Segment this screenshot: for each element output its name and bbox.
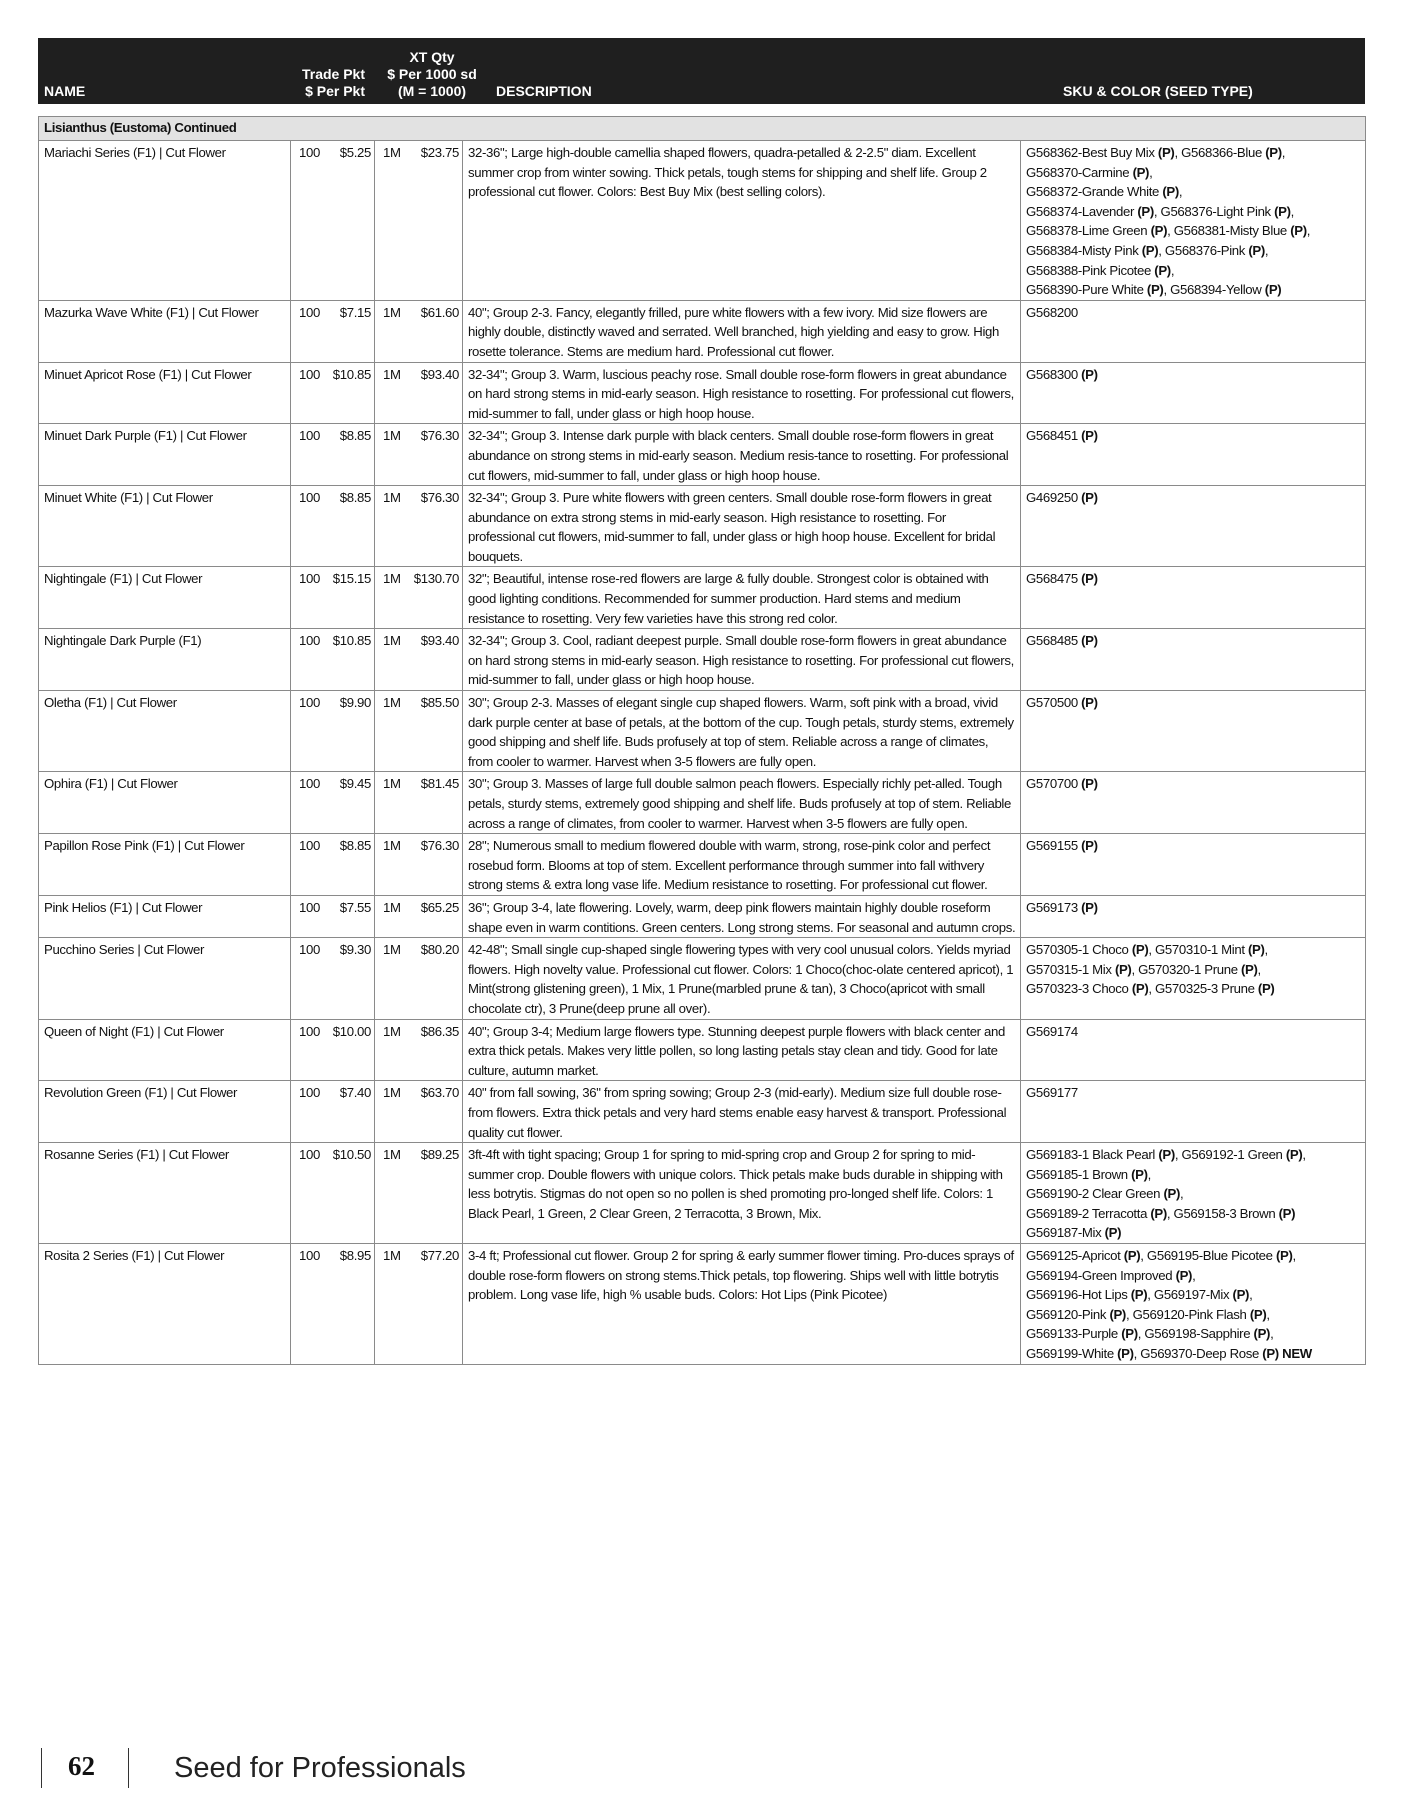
product-name: Nightingale (F1) | Cut Flower — [39, 567, 291, 629]
sku-line: G568390-Pure White (P), G568394-Yellow (P) — [1026, 282, 1282, 298]
trade-qty: 100 — [291, 772, 323, 834]
sku-line: G569133-Purple (P), G569198-Sapphire (P), — [1026, 1326, 1274, 1342]
trade-price: $7.55 — [323, 895, 375, 937]
product-name: Nightingale Dark Purple (F1) — [39, 629, 291, 691]
xt-price: $86.35 — [405, 1019, 463, 1081]
catalog-page — [38, 38, 1365, 1365]
xt-qty: 1M — [375, 772, 405, 834]
xt-qty: 1M — [375, 141, 405, 301]
xt-price: $85.50 — [405, 691, 463, 772]
sku-color — [1021, 938, 1366, 1019]
trade-qty: 100 — [291, 567, 323, 629]
sku-color — [1021, 1244, 1366, 1365]
sku-color — [1021, 567, 1366, 629]
trade-qty: 100 — [291, 300, 323, 362]
description: 40"; Group 3-4; Medium large flowers type. Stunning deepest purple flowers with black center and extra thick petals. Makes very little pollen, so long lasting petals stay clean and tidy. Good for late culture, autumn market. — [463, 1019, 1021, 1081]
product-name: Mariachi Series (F1) | Cut Flower — [39, 141, 291, 301]
trade-qty: 100 — [291, 141, 323, 301]
product-name: Minuet White (F1) | Cut Flower — [39, 486, 291, 567]
product-name: Mazurka Wave White (F1) | Cut Flower — [39, 300, 291, 362]
table-row — [39, 486, 1366, 567]
sku-line: G568370-Carmine (P), — [1026, 164, 1153, 180]
xt-qty: 1M — [375, 1019, 405, 1081]
xt-qty: 1M — [375, 1143, 405, 1244]
xt-price: $76.30 — [405, 486, 463, 567]
product-name: Queen of Night (F1) | Cut Flower — [39, 1019, 291, 1081]
trade-price: $10.85 — [323, 629, 375, 691]
sku-line: G569199-White (P), G569370-Deep Rose (P) NEW — [1026, 1346, 1312, 1362]
xt-price: $23.75 — [405, 141, 463, 301]
header-xt-qty: XT Qty $ Per 1000 sd (M = 1000) — [387, 49, 477, 99]
xt-qty: 1M — [375, 629, 405, 691]
trade-qty: 100 — [291, 486, 323, 567]
table-row — [39, 1244, 1366, 1365]
sku-line: G569183-1 Black Pearl (P), G569192-1 Green (P), — [1026, 1147, 1306, 1163]
sku-line: G569120-Pink (P), G569120-Pink Flash (P), — [1026, 1306, 1270, 1322]
product-name: Pink Helios (F1) | Cut Flower — [39, 895, 291, 937]
description: 32"; Beautiful, intense rose-red flowers are large & fully double. Strongest color is obtained with good lighting conditions. Recommended for summer production. Hard stems and medium resistance to rosetting. Very few varieties have this strong red color. — [463, 567, 1021, 629]
sku-line: G568388-Pink Picotee (P), — [1026, 262, 1175, 278]
product-name: Rosita 2 Series (F1) | Cut Flower — [39, 1244, 291, 1365]
sku-line: G568200 — [1026, 304, 1078, 320]
xt-qty: 1M — [375, 1081, 405, 1143]
sku-line: G569189-2 Terracotta (P), G569158-3 Brown (P) — [1026, 1205, 1296, 1221]
sku-line: G569173 (P) — [1026, 899, 1098, 915]
trade-price: $8.85 — [323, 424, 375, 486]
description: 42-48"; Small single cup-shaped single flowering types with very cool unusual colors. Yields myriad flowers. High novelty value. Professional cut flower. Colors: 1 Choco(choc-olate centered apricot), 1 Mint(strong glistening green), 1 Mix, 1 Prune(marbled prune & tan), 3 Choco(apricot with small chocolate ctr), 3 Prune(deep prune all over). — [463, 938, 1021, 1019]
sku-color — [1021, 300, 1366, 362]
product-name: Minuet Dark Purple (F1) | Cut Flower — [39, 424, 291, 486]
sku-color — [1021, 1081, 1366, 1143]
description: 3-4 ft; Professional cut flower. Group 2 for spring & early summer flower timing. Pro-duces sprays of double rose-form flowers on strong stems.Thick petals, top flowering. Ships well with little botrytis problem. Long vase life, high % usable buds. Colors: Hot Lips (Pink Picotee) — [463, 1244, 1021, 1365]
product-name: Papillon Rose Pink (F1) | Cut Flower — [39, 834, 291, 896]
trade-price: $10.50 — [323, 1143, 375, 1244]
sku-color — [1021, 424, 1366, 486]
sku-line: G570500 (P) — [1026, 695, 1098, 711]
sku-line: G568372-Grande White (P), — [1026, 184, 1183, 200]
description: 40" from fall sowing, 36" from spring sowing; Group 2-3 (mid-early). Medium size full double rose-from flowers. Extra thick petals and very hard stems enable easy harvest & transport. Professional quality cut flower. — [463, 1081, 1021, 1143]
table-row — [39, 938, 1366, 1019]
sku-color — [1021, 486, 1366, 567]
sku-line: G568374-Lavender (P), G568376-Light Pink (P), — [1026, 203, 1294, 219]
description: 30"; Group 2-3. Masses of elegant single cup shaped flowers. Warm, soft pink with a broad, vivid dark purple center at base of petals, at the bottom of the cup. Tough petals, sturdy stems, extremely good shipping and shelf life. Buds profusely at top of stem. Reliable across a range of climates, from cooler to warmer. Harvest when 3-5 flowers are fully open. — [463, 691, 1021, 772]
table-row — [39, 1019, 1366, 1081]
product-name: Minuet Apricot Rose (F1) | Cut Flower — [39, 362, 291, 424]
xt-price: $80.20 — [405, 938, 463, 1019]
sku-line: G568300 (P) — [1026, 366, 1098, 382]
xt-price: $65.25 — [405, 895, 463, 937]
sku-line: G568451 (P) — [1026, 428, 1098, 444]
table-row — [39, 895, 1366, 937]
sku-line: G570700 (P) — [1026, 776, 1098, 792]
xt-price: $76.30 — [405, 424, 463, 486]
table-row — [39, 1081, 1366, 1143]
table-row — [39, 1143, 1366, 1244]
trade-qty: 100 — [291, 1081, 323, 1143]
table-row — [39, 772, 1366, 834]
trade-price: $9.30 — [323, 938, 375, 1019]
sku-color — [1021, 141, 1366, 301]
sku-line: G569155 (P) — [1026, 838, 1098, 854]
trade-qty: 100 — [291, 362, 323, 424]
sku-line: G569196-Hot Lips (P), G569197-Mix (P), — [1026, 1287, 1253, 1303]
sku-line: G569194-Green Improved (P), — [1026, 1267, 1196, 1283]
trade-qty: 100 — [291, 834, 323, 896]
trade-qty: 100 — [291, 938, 323, 1019]
trade-price: $10.00 — [323, 1019, 375, 1081]
product-table — [38, 116, 1366, 1365]
page-footer — [38, 1748, 638, 1790]
trade-price: $7.40 — [323, 1081, 375, 1143]
table-row — [39, 691, 1366, 772]
section-row — [39, 117, 1366, 141]
sku-line: G569185-1 Brown (P), — [1026, 1166, 1151, 1182]
trade-qty: 100 — [291, 1143, 323, 1244]
xt-price: $61.60 — [405, 300, 463, 362]
sku-color — [1021, 772, 1366, 834]
sku-line: G568378-Lime Green (P), G568381-Misty Blue (P), — [1026, 223, 1311, 239]
sku-line: G569177 — [1026, 1085, 1078, 1101]
description: 32-34"; Group 3. Warm, luscious peachy rose. Small double rose-form flowers in great abundance on hard strong stems in mid-early season. High resistance to rosetting. For professional cut flowers, mid-summer to fall, under glass or high hoop house. — [463, 362, 1021, 424]
trade-price: $8.95 — [323, 1244, 375, 1365]
xt-qty: 1M — [375, 938, 405, 1019]
sku-color — [1021, 1143, 1366, 1244]
product-name: Revolution Green (F1) | Cut Flower — [39, 1081, 291, 1143]
sku-line: G570323-3 Choco (P), G570325-3 Prune (P) — [1026, 981, 1275, 997]
sku-line: G568362-Best Buy Mix (P), G568366-Blue (P), — [1026, 145, 1286, 160]
sku-line: G568384-Misty Pink (P), G568376-Pink (P), — [1026, 242, 1269, 258]
description: 32-34"; Group 3. Cool, radiant deepest purple. Small double rose-form flowers in great abundance on hard strong stems in mid-early season. High resistance to rosetting. For professional cut flowers, mid-summer to fall, under glass or high hoop house. — [463, 629, 1021, 691]
sku-line: G569187-Mix (P) — [1026, 1225, 1122, 1241]
table-row — [39, 424, 1366, 486]
xt-price: $77.20 — [405, 1244, 463, 1365]
trade-price: $5.25 — [323, 141, 375, 301]
xt-price: $130.70 — [405, 567, 463, 629]
xt-qty: 1M — [375, 486, 405, 567]
trade-price: $8.85 — [323, 834, 375, 896]
sku-line: G569125-Apricot (P), G569195-Blue Picotee (P), — [1026, 1248, 1296, 1264]
xt-price: $63.70 — [405, 1081, 463, 1143]
trade-price: $9.90 — [323, 691, 375, 772]
product-name: Oletha (F1) | Cut Flower — [39, 691, 291, 772]
sku-line: G570305-1 Choco (P), G570310-1 Mint (P), — [1026, 942, 1268, 958]
trade-qty: 100 — [291, 1019, 323, 1081]
sku-line: G469250 (P) — [1026, 490, 1098, 506]
xt-qty: 1M — [375, 834, 405, 896]
xt-price: $81.45 — [405, 772, 463, 834]
footer-divider — [128, 1748, 129, 1788]
description: 40"; Group 2-3. Fancy, elegantly frilled, pure white flowers with a few ivory. Mid size flowers are highly double, distinctly waved and serrated. Well branched, high yielding and easy to grow. High rosette tolerance. Stems are medium hard. Professional cut flower. — [463, 300, 1021, 362]
table-row — [39, 300, 1366, 362]
product-name: Ophira (F1) | Cut Flower — [39, 772, 291, 834]
sku-color — [1021, 362, 1366, 424]
table-row — [39, 362, 1366, 424]
xt-qty: 1M — [375, 1244, 405, 1365]
trade-qty: 100 — [291, 895, 323, 937]
header-description: DESCRIPTION — [496, 83, 592, 99]
xt-price: $76.30 — [405, 834, 463, 896]
description: 32-34"; Group 3. Pure white flowers with green centers. Small double rose-form flowers in great abundance on extra strong stems in mid-early season. High resistance to rosetting. For professional cut flowers, mid-summer to fall, under glass or high hoop house. Excellent for bridal bouquets. — [463, 486, 1021, 567]
product-name: Rosanne Series (F1) | Cut Flower — [39, 1143, 291, 1244]
page-number: 62 — [68, 1751, 95, 1781]
description: 36"; Group 3-4, late flowering. Lovely, warm, deep pink flowers maintain highly double roseform shape even in warm contitions. Green centers. Long strong stems. For seasonal and autumn crops. — [463, 895, 1021, 937]
description: 28"; Numerous small to medium flowered double with warm, strong, rose-pink color and perfect rosebud form. Blooms at top of stem. Excellent performance through summer into fall withvery strong stems & extra long vase life. Medium resistance to rosetting. For professional cut flower. — [463, 834, 1021, 896]
trade-qty: 100 — [291, 424, 323, 486]
trade-price: $9.45 — [323, 772, 375, 834]
header-trade-pkt: Trade Pkt $ Per Pkt — [301, 66, 365, 99]
sku-line: G569190-2 Clear Green (P), — [1026, 1186, 1184, 1202]
xt-qty: 1M — [375, 567, 405, 629]
header-sku: SKU & COLOR (SEED TYPE) — [1063, 83, 1253, 99]
sku-color — [1021, 1019, 1366, 1081]
table-row — [39, 834, 1366, 896]
sku-color — [1021, 629, 1366, 691]
trade-price: $8.85 — [323, 486, 375, 567]
footer-divider — [41, 1748, 42, 1788]
xt-qty: 1M — [375, 895, 405, 937]
table-row — [39, 629, 1366, 691]
product-name: Pucchino Series | Cut Flower — [39, 938, 291, 1019]
section-title: Lisianthus (Eustoma) Continued — [39, 117, 1366, 141]
description: 3ft-4ft with tight spacing; Group 1 for spring to mid-spring crop and Group 2 for spring to mid-summer crop. Double flowers with unique colors. Thick petals make buds durable in shipping with less botrytis. Stigmas do not open so no pollen is shed promoting pro-longed shelf life. Colors: 1 Black Pearl, 1 Green, 2 Clear Green, 2 Terracotta, 3 Brown, Mix. — [463, 1143, 1021, 1244]
sku-line: G569174 — [1026, 1023, 1078, 1039]
sku-color — [1021, 834, 1366, 896]
xt-qty: 1M — [375, 362, 405, 424]
table-row — [39, 567, 1366, 629]
description: 32-34"; Group 3. Intense dark purple with black centers. Small double rose-form flowers in great abundance on strong stems in mid-early season. Medium resis-tance to rosetting. For professional cut flowers, mid-summer to fall, under glass or high hoop house. — [463, 424, 1021, 486]
trade-qty: 100 — [291, 691, 323, 772]
table-row — [39, 141, 1366, 301]
trade-price: $10.85 — [323, 362, 375, 424]
trade-price: $7.15 — [323, 300, 375, 362]
trade-price: $15.15 — [323, 567, 375, 629]
xt-price: $89.25 — [405, 1143, 463, 1244]
xt-qty: 1M — [375, 300, 405, 362]
description: 30"; Group 3. Masses of large full double salmon peach flowers. Especially richly pet-alled. Tough petals, sturdy stems, extremely good shipping and shelf life. Buds profusely at top of stem. Reliable across a range of climates, from cooler to warmer. Harvest when 3-5 flowers are fully open. — [463, 772, 1021, 834]
table-header — [38, 38, 1365, 104]
sku-line: G568485 (P) — [1026, 633, 1098, 649]
footer-title: Seed for Professionals — [174, 1752, 466, 1784]
trade-qty: 100 — [291, 629, 323, 691]
sku-line: G568475 (P) — [1026, 571, 1098, 587]
sku-color — [1021, 895, 1366, 937]
xt-price: $93.40 — [405, 362, 463, 424]
xt-qty: 1M — [375, 424, 405, 486]
sku-line: G570315-1 Mix (P), G570320-1 Prune (P), — [1026, 961, 1261, 977]
xt-qty: 1M — [375, 691, 405, 772]
header-name: NAME — [44, 83, 86, 99]
trade-qty: 100 — [291, 1244, 323, 1365]
sku-color — [1021, 691, 1366, 772]
xt-price: $93.40 — [405, 629, 463, 691]
description: 32-36"; Large high-double camellia shaped flowers, quadra-petalled & 2-2.5" diam. Excellent summer crop from winter sowing. Thick petals, tough stems for shipping and shelf life. Group 2 professional cut flower. Colors: Best Buy Mix (best selling colors). — [463, 141, 1021, 301]
